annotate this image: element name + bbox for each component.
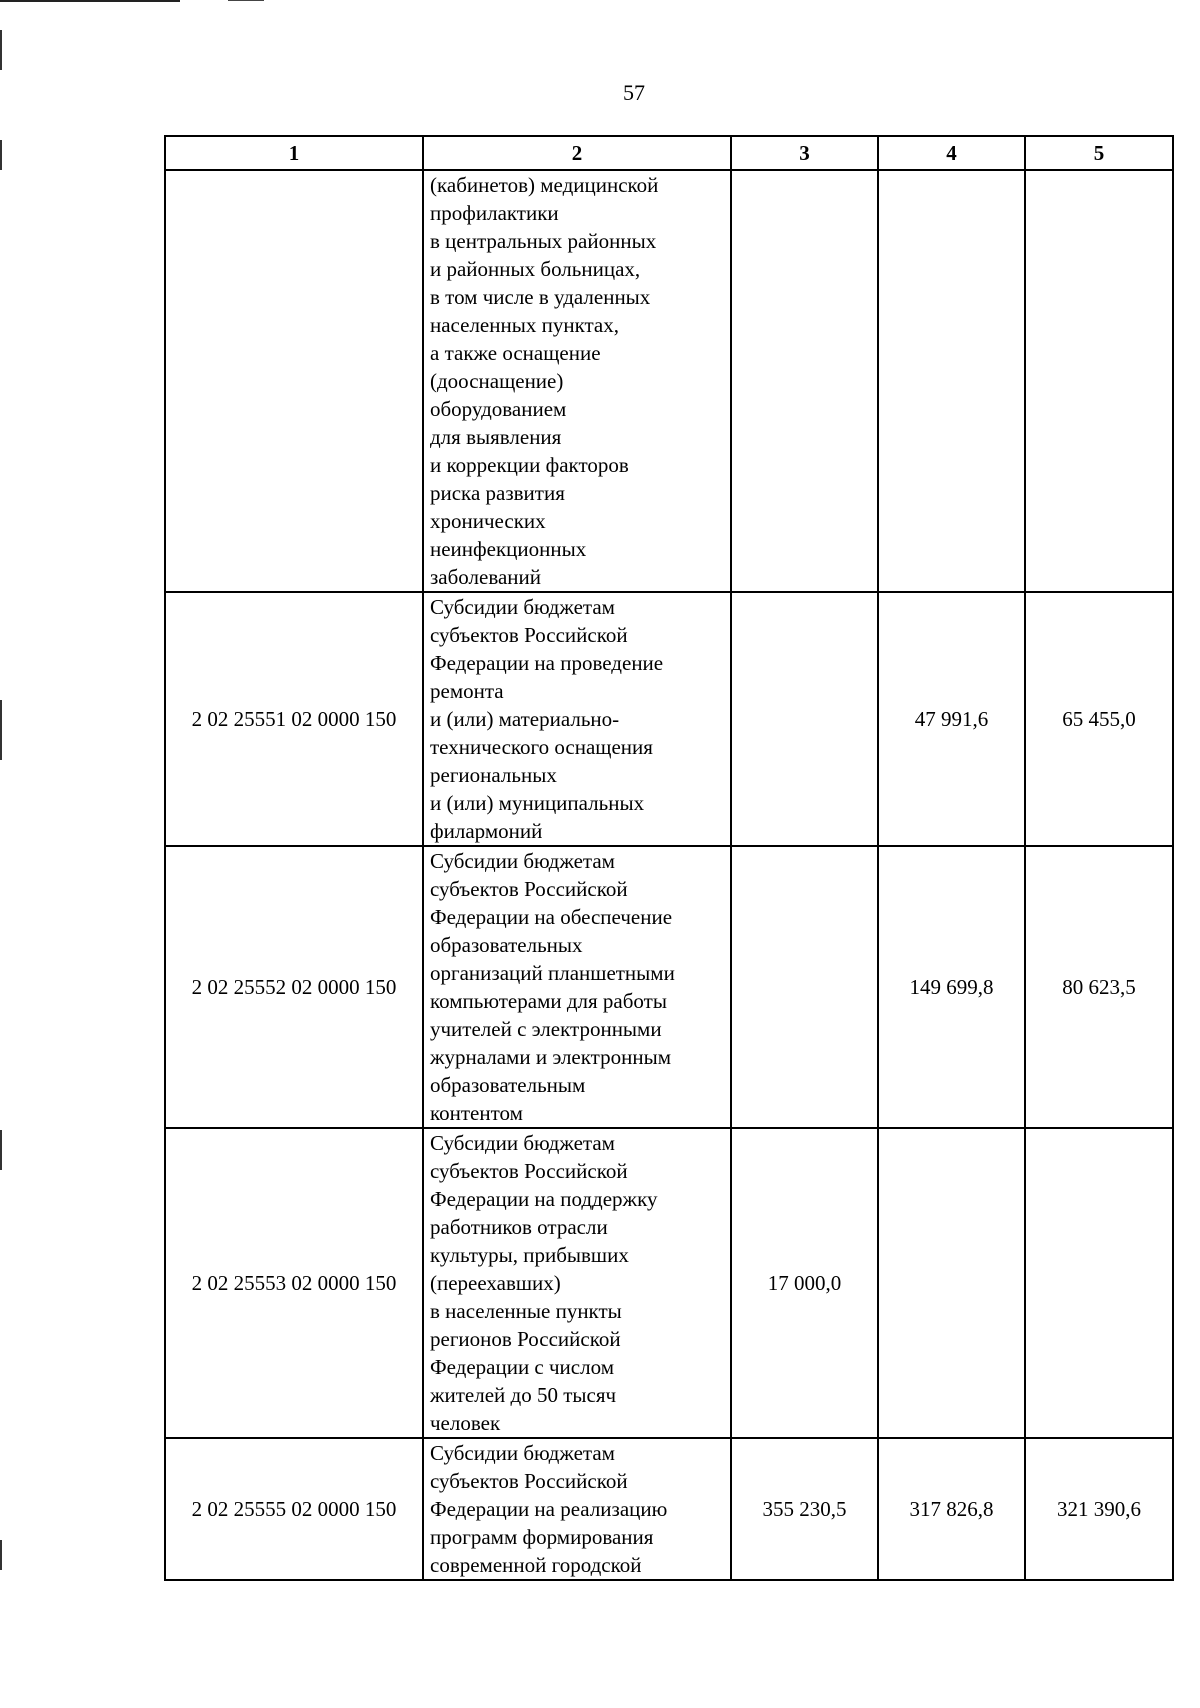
budget-code-cell — [165, 170, 423, 592]
description-cell — [423, 1438, 731, 1580]
description-line: хронических — [430, 509, 546, 533]
amount-cell-col3 — [731, 592, 878, 846]
column-header: 1 — [165, 136, 423, 170]
description-line: Субсидии бюджетам — [430, 1441, 615, 1465]
description-line: человек — [430, 1411, 501, 1435]
description-line: журналами и электронным — [430, 1045, 671, 1069]
description-line: оборудованием — [430, 397, 567, 421]
amount-cell-col5 — [1025, 170, 1173, 592]
amount-cell-col3 — [731, 170, 878, 592]
description-line: неинфекционных — [430, 537, 587, 561]
description-line: Федерации на реализацию — [430, 1497, 668, 1521]
description-line: и (или) муниципальных — [430, 791, 645, 815]
budget-table — [164, 135, 1174, 1581]
description-line: культуры, прибывших — [430, 1243, 629, 1267]
description-line: и коррекции факторов — [430, 453, 629, 477]
table-row — [165, 1438, 1173, 1580]
amount-cell-col4 — [878, 1128, 1025, 1438]
amount-cell-col5: 80 623,5 — [1025, 846, 1173, 1128]
description-line: работников отрасли — [430, 1215, 608, 1239]
description-line: профилактики — [430, 201, 559, 225]
description-line: Субсидии бюджетам — [430, 595, 615, 619]
scan-edge-mark — [0, 1130, 2, 1170]
description-cell — [423, 592, 731, 846]
table-body — [165, 170, 1173, 1580]
amount-cell-col4: 149 699,8 — [878, 846, 1025, 1128]
description-cell — [423, 170, 731, 592]
description-line: ремонта — [430, 679, 504, 703]
description-line: и районных больницах, — [430, 257, 641, 281]
description-line: Федерации на проведение — [430, 651, 664, 675]
amount-cell-col5: 65 455,0 — [1025, 592, 1173, 846]
description-line: субъектов Российской — [430, 877, 628, 901]
description-line: субъектов Российской — [430, 1469, 628, 1493]
description-line: для выявления — [430, 425, 562, 449]
description-line: современной городской — [430, 1553, 642, 1577]
amount-cell-col5: 321 390,6 — [1025, 1438, 1173, 1580]
scan-edge-mark — [0, 140, 2, 170]
amount-cell-col3 — [731, 846, 878, 1128]
description-line: субъектов Российской — [430, 623, 628, 647]
table-row — [165, 592, 1173, 846]
description-line: технического оснащения — [430, 735, 653, 759]
description-line: Субсидии бюджетам — [430, 849, 615, 873]
budget-code-cell: 2 02 25551 02 0000 150 — [165, 592, 423, 846]
amount-cell-col3: 355 230,5 — [731, 1438, 878, 1580]
description-line: в населенные пункты — [430, 1299, 622, 1323]
budget-code-cell: 2 02 25555 02 0000 150 — [165, 1438, 423, 1580]
description-line: (переехавших) — [430, 1271, 561, 1295]
amount-cell-col4: 317 826,8 — [878, 1438, 1025, 1580]
amount-cell-col5 — [1025, 1128, 1173, 1438]
description-line: Федерации с числом — [430, 1355, 614, 1379]
description-line: а также оснащение — [430, 341, 601, 365]
description-line: жителей до 50 тысяч — [430, 1383, 617, 1407]
column-header: 4 — [878, 136, 1025, 170]
description-line: населенных пунктах, — [430, 313, 619, 337]
description-line: и (или) материально- — [430, 707, 620, 731]
description-line: в центральных районных — [430, 229, 657, 253]
budget-code-cell: 2 02 25553 02 0000 150 — [165, 1128, 423, 1438]
description-line: (кабинетов) медицинской — [430, 173, 659, 197]
scan-edge-mark — [0, 700, 2, 760]
amount-cell-col3: 17 000,0 — [731, 1128, 878, 1438]
description-line: регионов Российской — [430, 1327, 621, 1351]
table-row — [165, 846, 1173, 1128]
scan-edge-mark — [0, 30, 2, 70]
description-line: компьютерами для работы — [430, 989, 667, 1013]
description-line: контентом — [430, 1101, 523, 1125]
description-line: учителей с электронными — [430, 1017, 662, 1041]
table-header-row — [165, 136, 1173, 170]
amount-cell-col4 — [878, 170, 1025, 592]
description-line: филармоний — [430, 819, 543, 843]
amount-cell-col4: 47 991,6 — [878, 592, 1025, 846]
description-line: Федерации на обеспечение — [430, 905, 673, 929]
description-line: образовательных — [430, 933, 583, 957]
column-header: 2 — [423, 136, 731, 170]
description-line: (дооснащение) — [430, 369, 564, 393]
description-line: Федерации на поддержку — [430, 1187, 658, 1211]
table-row — [165, 170, 1173, 592]
description-line: образовательным — [430, 1073, 586, 1097]
page-number: 57 — [623, 80, 645, 105]
scan-edge-mark — [228, 0, 264, 1]
description-line: субъектов Российской — [430, 1159, 628, 1183]
column-header: 5 — [1025, 136, 1173, 170]
description-line: риска развития — [430, 481, 565, 505]
scan-edge-mark — [0, 1540, 2, 1570]
description-line: Субсидии бюджетам — [430, 1131, 615, 1155]
description-cell — [423, 846, 731, 1128]
description-line: региональных — [430, 763, 557, 787]
budget-code-cell: 2 02 25552 02 0000 150 — [165, 846, 423, 1128]
table-row — [165, 1128, 1173, 1438]
description-cell — [423, 1128, 731, 1438]
description-line: программ формирования — [430, 1525, 654, 1549]
description-line: организаций планшетными — [430, 961, 675, 985]
column-header: 3 — [731, 136, 878, 170]
scan-edge-mark — [0, 0, 180, 2]
description-line: в том числе в удаленных — [430, 285, 651, 309]
description-line: заболеваний — [430, 565, 541, 589]
